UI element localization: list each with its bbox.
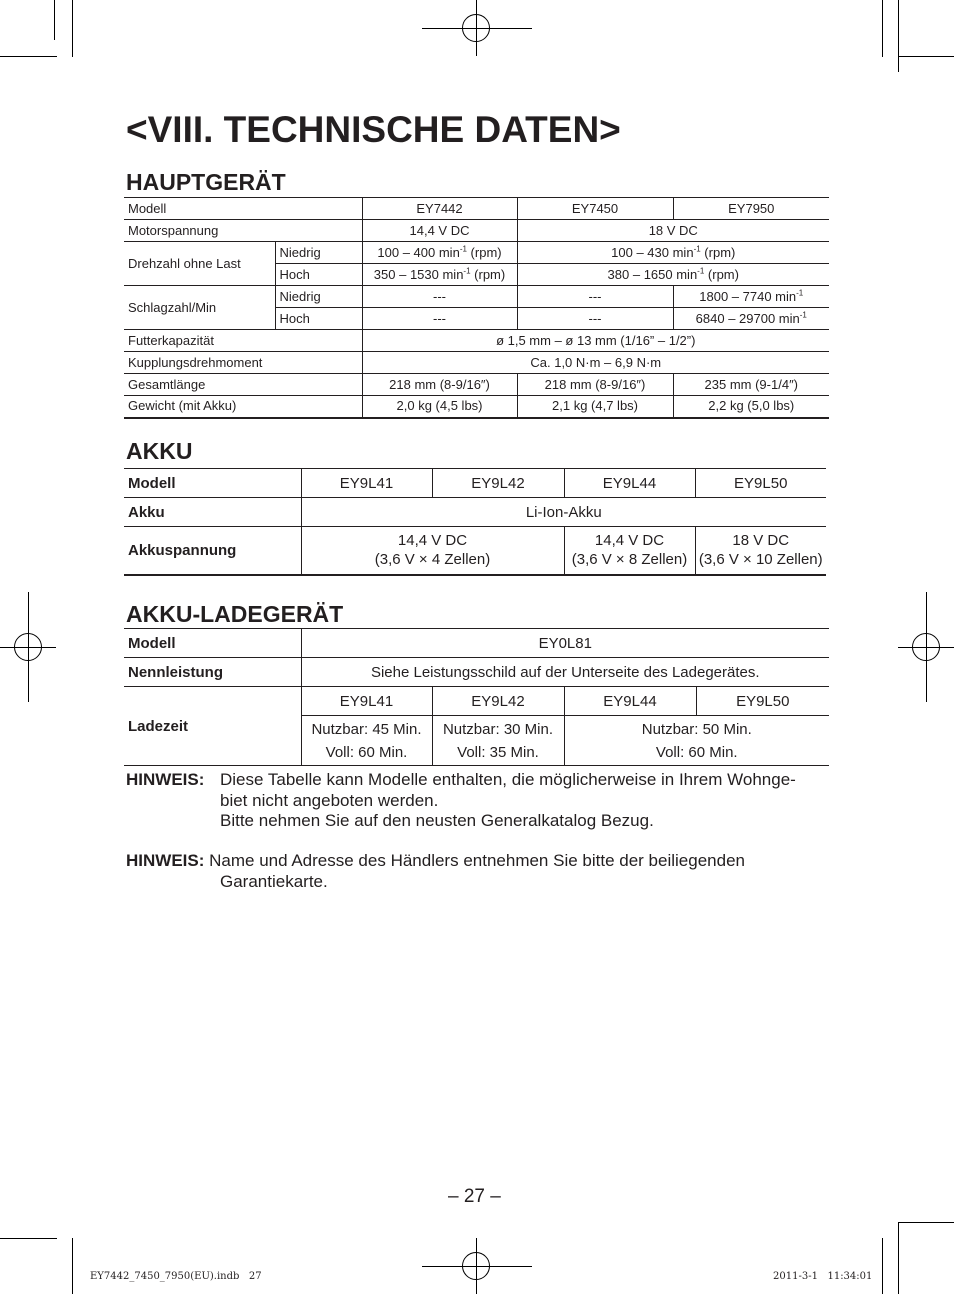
cell-value: 100 – 400 $\min^{-1} (rpm)$	[362, 242, 517, 264]
cell-value: Nutzbar: 50 Min. Voll: 60 Min.	[564, 716, 829, 766]
cell-value: 380 – 1650 $\min^{-1} (rpm)$	[517, 264, 829, 286]
cell-value: 6840 – 29700 $\min^{-1}$	[673, 308, 829, 330]
cell-sublabel: Niedrig	[275, 242, 362, 264]
cell-sublabel: Hoch	[275, 264, 362, 286]
note-text: Name und Adresse des Händlers entnehmen Sie bitte der beiliegenden	[209, 851, 745, 870]
cell-value: 18 V DC (3,6 V × 10 Zellen)	[695, 527, 826, 575]
cell-value: 18 V DC	[517, 220, 829, 242]
table-row	[124, 498, 826, 527]
cell-value: 2,1 kg (4,7 lbs)	[517, 396, 673, 418]
cell-value: 350 – 1530 $\min^{-1} (rpm)$	[362, 264, 517, 286]
cell-value: ø 1,5 mm – ø 13 mm (1/16” – 1/2”)	[362, 330, 829, 352]
cell-value: 14,4 V DC	[362, 220, 517, 242]
table-row	[124, 374, 829, 396]
note-text: biet nicht angeboten werden.	[220, 790, 439, 810]
cell-value: 218 mm (8-9/16″)	[517, 374, 673, 396]
cell-label: Drehzahl ohne Last	[124, 242, 275, 286]
cell-label: Kupplungsdrehmoment	[124, 352, 362, 374]
cell-model: EY9L41	[301, 469, 432, 498]
footer-timestamp: 2011-3-1 11:34:01	[773, 1271, 873, 1282]
akku-spec-table	[124, 468, 826, 576]
cell-model: EY9L44	[564, 687, 696, 716]
cell-value: 1800 – 7740 $\min^{-1}$	[673, 286, 829, 308]
cell-value: Nutzbar: 30 Min. Voll: 35 Min.	[432, 716, 564, 766]
table-row	[124, 286, 829, 308]
cell-label: Akku	[124, 498, 301, 527]
cell-label: Nennleistung	[124, 658, 301, 687]
cell-value: ---	[362, 286, 517, 308]
cell-label: Ladezeit	[124, 687, 301, 766]
cell-value: ---	[362, 308, 517, 330]
cell-value: 235 mm (9-1/4″)	[673, 374, 829, 396]
page-title: <VIII. TECHNISCHE DATEN>	[126, 109, 621, 150]
note-2	[126, 851, 826, 892]
cell-value: 14,4 V DC (3,6 V × 8 Zellen)	[564, 527, 695, 575]
cell-model: EY9L42	[432, 469, 564, 498]
cell-value: 14,4 V DC (3,6 V × 4 Zellen)	[301, 527, 564, 575]
table-row	[124, 687, 829, 716]
cell-label: Akkuspannung	[124, 527, 301, 575]
note-1	[126, 770, 826, 832]
cell-model: EY7950	[673, 198, 829, 220]
table-row	[124, 527, 826, 575]
cell-model: EY9L42	[432, 687, 564, 716]
cell-value: Siehe Leistungsschild auf der Unterseite des Ladegerätes.	[301, 658, 829, 687]
note-text: Garantiekarte.	[220, 871, 328, 891]
cell-label: Futterkapazität	[124, 330, 362, 352]
note-label: HINWEIS:	[126, 851, 205, 870]
cell-value: 218 mm (8-9/16″)	[362, 374, 517, 396]
cell-sublabel: Hoch	[275, 308, 362, 330]
cell-label: Modell	[124, 198, 362, 220]
cell-model: EY9L50	[695, 469, 826, 498]
cell-model: EY7450	[517, 198, 673, 220]
footer-filename: EY7442_7450_7950(EU).indb 27	[90, 1271, 262, 1282]
section-title-ladegeraet: AKKU-LADEGERÄT	[126, 601, 344, 627]
cell-label: Modell	[124, 469, 301, 498]
cell-value: ---	[517, 308, 673, 330]
note-text: Bitte nehmen Sie auf den neusten Generalkatalog Bezug.	[220, 811, 654, 830]
table-row	[124, 220, 829, 242]
cell-value: Ca. 1,0 N·m – 6,9 N·m	[362, 352, 829, 374]
table-row	[124, 658, 829, 687]
cell-model: EY9L44	[564, 469, 695, 498]
cell-label: Motorspannung	[124, 220, 362, 242]
table-row	[124, 198, 829, 220]
main-spec-table	[124, 197, 829, 419]
cell-value: 2,2 kg (5,0 lbs)	[673, 396, 829, 418]
cell-value: Li-Ion-Akku	[301, 498, 826, 527]
lader-spec-table	[124, 628, 829, 766]
cell-value: EY0L81	[301, 629, 829, 658]
cell-value: 2,0 kg (4,5 lbs)	[362, 396, 517, 418]
cell-model: EY9L41	[301, 687, 432, 716]
cell-sublabel: Niedrig	[275, 286, 362, 308]
page-number: – 27 –	[448, 1186, 501, 1207]
cell-model: EY7442	[362, 198, 517, 220]
section-title-hauptgeraet: HAUPTGERÄT	[126, 169, 286, 195]
note-text: Diese Tabelle kann Modelle enthalten, die möglicherweise in Ihrem Wohnge-	[220, 770, 796, 789]
note-label: HINWEIS:	[126, 770, 205, 789]
cell-value: 100 – 430 $\min^{-1} (rpm)$	[517, 242, 829, 264]
table-row	[124, 330, 829, 352]
cell-label: Gesamtlänge	[124, 374, 362, 396]
cell-value: Nutzbar: 45 Min. Voll: 60 Min.	[301, 716, 432, 766]
table-row	[124, 469, 826, 498]
section-title-akku: AKKU	[126, 438, 193, 464]
cell-value: ---	[517, 286, 673, 308]
cell-label: Modell	[124, 629, 301, 658]
table-row	[124, 629, 829, 658]
table-row	[124, 396, 829, 418]
cell-model: EY9L50	[696, 687, 829, 716]
table-row	[124, 242, 829, 264]
table-row	[124, 352, 829, 374]
cell-label: Gewicht (mit Akku)	[124, 396, 362, 418]
cell-label: Schlagzahl/Min	[124, 286, 275, 330]
